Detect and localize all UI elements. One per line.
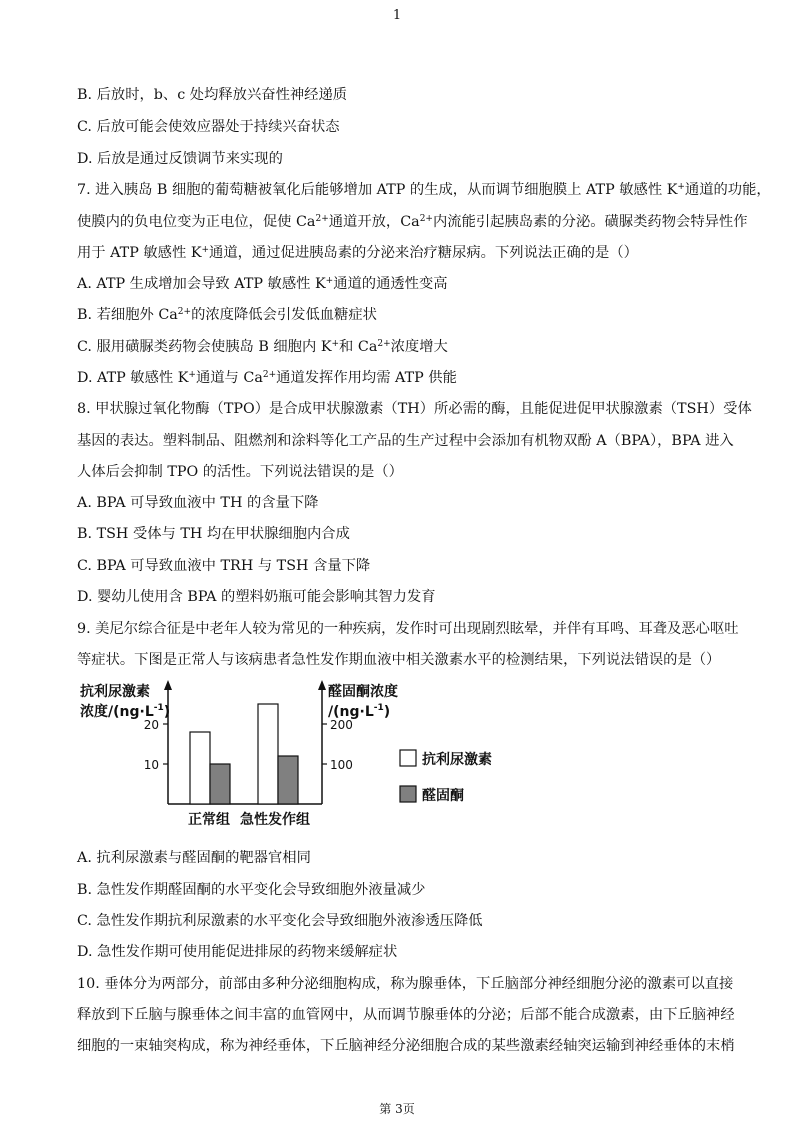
right-tick-label: 100 xyxy=(330,758,353,772)
q8-option-d: D. 婴幼儿使用含 BPA 的塑料奶瓶可能会影响其智力发育 xyxy=(77,589,436,605)
q10-stem-line-2: 释放到下丘脑与腺垂体之间丰富的血管网中，从而调节腺垂体的分泌；后部不能合成激素，由下丘脑神经 xyxy=(77,1007,735,1023)
q6-option-c: C. 后放可能会使效应器处于持续兴奋状态 xyxy=(77,119,340,135)
bar-adh-1 xyxy=(258,704,278,804)
hormone-bar-chart xyxy=(80,678,520,838)
q7-option-b: B. 若细胞外 $Ca^{2+}$的浓度降低会引发低血糖症状 xyxy=(77,307,377,323)
q7-stem-line-2: 使膜内的负电位变为正电位，促使 $Ca^{2+}$通道开放，$Ca^{2+}$内流能引起胰岛素的分泌。磺脲类药物会特异性作 xyxy=(77,214,748,230)
q9-stem-line-2: 等症状。下图是正常人与该病患者急性发作期血液中相关激素水平的检测结果，下列说法错误的是（） xyxy=(77,652,721,668)
page-number-top: 1 xyxy=(392,8,402,23)
legend-swatch xyxy=(400,750,416,766)
left-tick-label: 10 xyxy=(143,758,159,772)
q6-option-d: D. 后放是通过反馈调节来实现的 xyxy=(77,151,283,167)
page-footer: 第 3页 xyxy=(379,1102,415,1116)
bar-adh-0 xyxy=(190,732,210,804)
q6-option-b: B. 后放时，b、c 处均释放兴奋性神经递质 xyxy=(77,87,348,103)
q7-stem-line-1: 7. 进入胰岛 B 细胞的葡萄糖被氧化后能够增加 ATP 的生成，从而调节细胞膜上 ATP 敏感性 K+通道的功能， xyxy=(77,182,771,198)
q9-option-b: B. 急性发作期醛固酮的水平变化会导致细胞外液量减少 xyxy=(77,882,426,898)
right-axis-label-line2: $/(ng\cdot L^{-1})$ xyxy=(328,703,391,720)
q8-option-b: B. TSH 受体与 TH 均在甲状腺细胞内合成 xyxy=(77,526,350,542)
q8-stem-line-1: 8. 甲状腺过氧化物酶（TPO）是合成甲状腺激素（TH）所必需的酶，且能促进促甲状腺激素（TSH）受体 xyxy=(77,401,752,417)
legend-label: 抗利尿激素 xyxy=(422,752,492,768)
legend-swatch xyxy=(400,786,416,802)
q7-option-c: C. 服用磺脲类药物会使胰岛 B 细胞内 K+和 $Ca^{2+}$浓度增大 xyxy=(77,339,448,355)
q10-stem-line-1: 10. 垂体分为两部分，前部由多种分泌细胞构成，称为腺垂体，下丘脑部分神经细胞分泌的激素可以直接 xyxy=(77,976,734,992)
legend-label: 醛固酮 xyxy=(422,788,464,804)
right-tick-label: 200 xyxy=(330,718,353,732)
q9-option-a: A. 抗利尿激素与醛固酮的靶器官相同 xyxy=(77,850,311,866)
bar-aldosterone-0 xyxy=(210,764,230,804)
q7-option-d: D. ATP 敏感性 K+通道与 $Ca^{2+}$通道发挥作用均需 ATP 供能 xyxy=(77,370,457,386)
q7-option-a: A. ATP 生成增加会导致 ATP 敏感性 K+通道的通透性变高 xyxy=(77,276,448,292)
q8-option-c: C. BPA 可导致血液中 TRH 与 TSH 含量下降 xyxy=(77,558,371,574)
q7-stem-line-3: 用于 ATP 敏感性 K+通道，通过促进胰岛素的分泌来治疗糖尿病。下列说法正确的是（） xyxy=(77,245,638,261)
q9-option-c: C. 急性发作期抗利尿激素的水平变化会导致细胞外液渗透压降低 xyxy=(77,913,483,929)
left-axis-arrow xyxy=(164,680,172,690)
left-axis-label-line2: 浓度$/(ng\cdot L^{-1})$ xyxy=(80,703,171,720)
q10-stem-line-3: 细胞的一束轴突构成，称为神经垂体，下丘脑神经分泌细胞合成的某些激素经轴突运输到神经垂体的末梢 xyxy=(77,1038,735,1054)
category-label: 急性发作组 xyxy=(240,812,310,828)
left-axis-label-line1: 抗利尿激素 xyxy=(80,684,150,700)
q9-option-d: D. 急性发作期可使用能促进排尿的药物来缓解症状 xyxy=(77,944,398,960)
q8-stem-line-3: 人体后会抑制 TPO 的活性。下列说法错误的是（） xyxy=(77,464,403,480)
right-axis-label-line1: 醛固酮浓度 xyxy=(328,684,398,700)
q8-stem-line-2: 基因的表达。塑料制品、阻燃剂和涂料等化工产品的生产过程中会添加有机物双酚 A（BPA），BPA 进入 xyxy=(77,433,734,449)
bar-aldosterone-1 xyxy=(278,756,298,804)
right-axis-arrow xyxy=(318,680,326,690)
category-label: 正常组 xyxy=(188,812,230,828)
left-tick-label: 20 xyxy=(143,718,159,732)
q8-option-a: A. BPA 可导致血液中 TH 的含量下降 xyxy=(77,495,319,511)
q9-stem-line-1: 9. 美尼尔综合征是中老年人较为常见的一种疾病，发作时可出现剧烈眩晕，并伴有耳鸣、耳聋及恶心呕吐 xyxy=(77,621,739,637)
